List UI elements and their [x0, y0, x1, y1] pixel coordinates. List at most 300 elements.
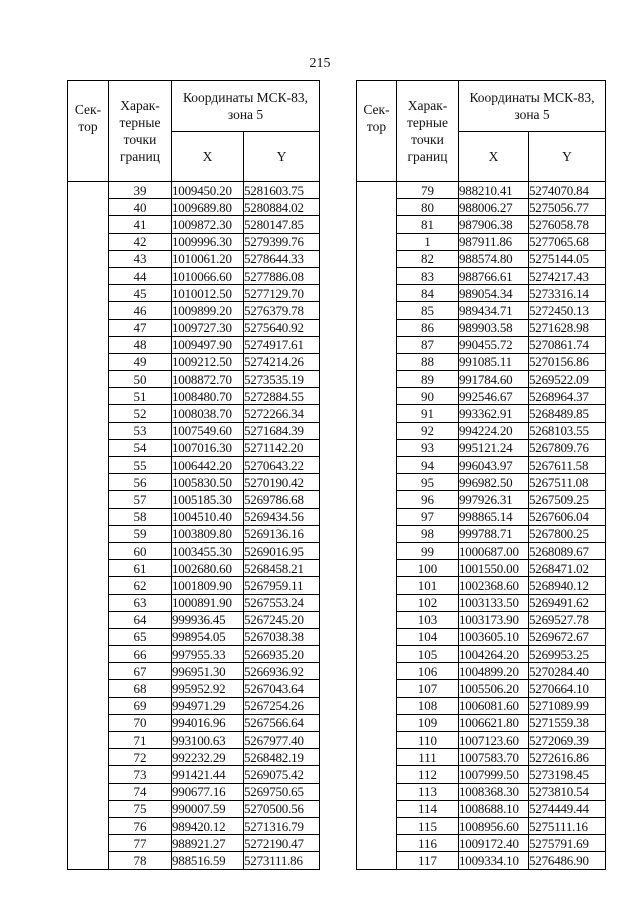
point-number-cell: 59 — [109, 525, 172, 542]
table-row — [357, 714, 606, 731]
sector-cell — [68, 439, 109, 456]
y-coordinate-cell: 5269786.68 — [244, 491, 320, 508]
y-coordinate-cell: 5269075.42 — [244, 766, 320, 783]
y-coordinate-cell: 5272190.47 — [244, 835, 320, 852]
y-coordinate-cell: 5270664.10 — [529, 680, 606, 697]
sector-cell — [357, 732, 397, 749]
sector-cell — [68, 491, 109, 508]
table-row — [357, 250, 606, 267]
x-coordinate-cell: 997926.31 — [459, 491, 529, 508]
point-number-cell: 39 — [109, 182, 172, 199]
table-row — [68, 422, 320, 439]
x-coordinate-cell: 1008368.30 — [459, 783, 529, 800]
point-number-cell: 80 — [397, 199, 459, 216]
sector-cell — [357, 749, 397, 766]
sector-cell — [68, 783, 109, 800]
x-coordinate-cell: 1008688.10 — [459, 800, 529, 817]
y-coordinate-cell: 5274217.43 — [529, 267, 606, 284]
sector-cell — [68, 560, 109, 577]
y-coordinate-cell: 5267038.38 — [244, 628, 320, 645]
point-number-cell: 60 — [109, 542, 172, 559]
sector-cell — [357, 508, 397, 525]
table-row — [68, 577, 320, 594]
table-row — [68, 697, 320, 714]
sector-cell — [357, 525, 397, 542]
header-sector: Сек-тор — [357, 81, 397, 182]
y-coordinate-cell: 5277886.08 — [244, 267, 320, 284]
sector-cell — [357, 817, 397, 834]
y-coordinate-cell: 5269527.78 — [529, 611, 606, 628]
y-coordinate-cell: 5269750.65 — [244, 783, 320, 800]
sector-cell — [357, 422, 397, 439]
table-row — [68, 783, 320, 800]
y-coordinate-cell: 5267254.26 — [244, 697, 320, 714]
point-number-cell: 90 — [397, 388, 459, 405]
x-coordinate-cell: 990677.16 — [172, 783, 244, 800]
table-row — [68, 646, 320, 663]
sector-cell — [357, 336, 397, 353]
point-number-cell: 57 — [109, 491, 172, 508]
table-row — [68, 267, 320, 284]
table-row — [68, 216, 320, 233]
sector-cell — [357, 680, 397, 697]
sector-cell — [68, 800, 109, 817]
x-coordinate-cell: 992232.29 — [172, 749, 244, 766]
table-row — [68, 199, 320, 216]
point-number-cell: 49 — [109, 353, 172, 370]
point-number-cell: 109 — [397, 714, 459, 731]
table-row — [68, 680, 320, 697]
y-coordinate-cell: 5272069.39 — [529, 732, 606, 749]
point-number-cell: 101 — [397, 577, 459, 594]
y-coordinate-cell: 5269491.62 — [529, 594, 606, 611]
sector-cell — [68, 353, 109, 370]
point-number-cell: 54 — [109, 439, 172, 456]
table-row — [357, 680, 606, 697]
point-number-cell: 95 — [397, 474, 459, 491]
table-row — [68, 250, 320, 267]
point-number-cell: 47 — [109, 319, 172, 336]
header-coordinates: Координаты МСК-83, зона 5 — [459, 81, 606, 132]
table-row — [68, 594, 320, 611]
table-row — [357, 285, 606, 302]
x-coordinate-cell: 1010061.20 — [172, 250, 244, 267]
point-number-cell: 83 — [397, 267, 459, 284]
table-row — [357, 474, 606, 491]
sector-cell — [357, 714, 397, 731]
point-number-cell: 73 — [109, 766, 172, 783]
table-row — [357, 611, 606, 628]
sector-cell — [357, 233, 397, 250]
y-coordinate-cell: 5268089.67 — [529, 542, 606, 559]
y-coordinate-cell: 5267566.64 — [244, 714, 320, 731]
x-coordinate-cell: 989903.58 — [459, 319, 529, 336]
sector-cell — [68, 766, 109, 783]
y-coordinate-cell: 5275144.05 — [529, 250, 606, 267]
x-coordinate-cell: 989434.71 — [459, 302, 529, 319]
table-row — [357, 422, 606, 439]
y-coordinate-cell: 5277129.70 — [244, 285, 320, 302]
sector-cell — [357, 457, 397, 474]
sector-cell — [357, 405, 397, 422]
table-row — [68, 336, 320, 353]
sector-cell — [357, 800, 397, 817]
table-row — [357, 457, 606, 474]
x-coordinate-cell: 990455.72 — [459, 336, 529, 353]
table-row — [68, 405, 320, 422]
table-row — [357, 646, 606, 663]
y-coordinate-cell: 5268964.37 — [529, 388, 606, 405]
table-row — [357, 783, 606, 800]
y-coordinate-cell: 5271089.99 — [529, 697, 606, 714]
y-coordinate-cell: 5267511.08 — [529, 474, 606, 491]
point-number-cell: 106 — [397, 663, 459, 680]
point-number-cell: 92 — [397, 422, 459, 439]
x-coordinate-cell: 1010012.50 — [172, 285, 244, 302]
sector-cell — [68, 319, 109, 336]
sector-cell — [357, 250, 397, 267]
y-coordinate-cell: 5268940.12 — [529, 577, 606, 594]
sector-cell — [357, 182, 397, 199]
point-number-cell: 56 — [109, 474, 172, 491]
table-row — [68, 439, 320, 456]
sector-cell — [357, 560, 397, 577]
sector-cell — [68, 216, 109, 233]
y-coordinate-cell: 5272450.13 — [529, 302, 606, 319]
table-row — [68, 817, 320, 834]
x-coordinate-cell: 999936.45 — [172, 611, 244, 628]
point-number-cell: 103 — [397, 611, 459, 628]
header-sector: Сек-тор — [68, 81, 109, 182]
table-row — [357, 749, 606, 766]
point-number-cell: 100 — [397, 560, 459, 577]
table-row — [357, 199, 606, 216]
point-number-cell: 98 — [397, 525, 459, 542]
table-row — [68, 732, 320, 749]
sector-cell — [68, 835, 109, 852]
sector-cell — [357, 628, 397, 645]
sector-cell — [68, 388, 109, 405]
sector-cell — [357, 353, 397, 370]
table-row — [357, 233, 606, 250]
y-coordinate-cell: 5273535.19 — [244, 371, 320, 388]
y-coordinate-cell: 5273810.54 — [529, 783, 606, 800]
point-number-cell: 88 — [397, 353, 459, 370]
x-coordinate-cell: 1004264.20 — [459, 646, 529, 663]
x-coordinate-cell: 1001809.90 — [172, 577, 244, 594]
point-number-cell: 82 — [397, 250, 459, 267]
table-row — [68, 233, 320, 250]
table-row — [357, 371, 606, 388]
table-row — [68, 319, 320, 336]
point-number-cell: 87 — [397, 336, 459, 353]
table-row — [357, 267, 606, 284]
sector-cell — [68, 525, 109, 542]
sector-cell — [68, 199, 109, 216]
point-number-cell: 43 — [109, 250, 172, 267]
sector-cell — [357, 474, 397, 491]
table-row — [68, 800, 320, 817]
table-row — [357, 439, 606, 456]
x-coordinate-cell: 1007999.50 — [459, 766, 529, 783]
table-row — [357, 697, 606, 714]
sector-cell — [68, 611, 109, 628]
table-row — [68, 508, 320, 525]
point-number-cell: 89 — [397, 371, 459, 388]
y-coordinate-cell: 5269016.95 — [244, 542, 320, 559]
point-number-cell: 42 — [109, 233, 172, 250]
table-row — [357, 216, 606, 233]
y-coordinate-cell: 5266936.92 — [244, 663, 320, 680]
point-number-cell: 112 — [397, 766, 459, 783]
x-coordinate-cell: 989054.34 — [459, 285, 529, 302]
x-coordinate-cell: 988921.27 — [172, 835, 244, 852]
table-row — [357, 594, 606, 611]
x-coordinate-cell: 1003455.30 — [172, 542, 244, 559]
y-coordinate-cell: 5268471.02 — [529, 560, 606, 577]
y-coordinate-cell: 5274070.84 — [529, 182, 606, 199]
sector-cell — [68, 508, 109, 525]
sector-cell — [357, 285, 397, 302]
table-row — [68, 835, 320, 852]
y-coordinate-cell: 5268103.55 — [529, 422, 606, 439]
header-y: Y — [529, 131, 606, 182]
point-number-cell: 1 — [397, 233, 459, 250]
sector-cell — [357, 388, 397, 405]
sector-cell — [68, 182, 109, 199]
table-row — [357, 628, 606, 645]
sector-cell — [68, 542, 109, 559]
y-coordinate-cell: 5271142.20 — [244, 439, 320, 456]
coordinates-table-left — [67, 80, 320, 870]
sector-cell — [68, 250, 109, 267]
y-coordinate-cell: 5275111.16 — [529, 817, 606, 834]
x-coordinate-cell: 1008038.70 — [172, 405, 244, 422]
sector-cell — [68, 285, 109, 302]
y-coordinate-cell: 5276058.78 — [529, 216, 606, 233]
x-coordinate-cell: 994971.29 — [172, 697, 244, 714]
sector-cell — [357, 319, 397, 336]
point-number-cell: 78 — [109, 852, 172, 869]
x-coordinate-cell: 1001550.00 — [459, 560, 529, 577]
table-row — [68, 302, 320, 319]
x-coordinate-cell: 1003605.10 — [459, 628, 529, 645]
table-row — [357, 800, 606, 817]
x-coordinate-cell: 1004899.20 — [459, 663, 529, 680]
sector-cell — [357, 199, 397, 216]
sector-cell — [357, 783, 397, 800]
x-coordinate-cell: 1009872.30 — [172, 216, 244, 233]
y-coordinate-cell: 5271316.79 — [244, 817, 320, 834]
point-number-cell: 102 — [397, 594, 459, 611]
point-number-cell: 77 — [109, 835, 172, 852]
table-row — [68, 852, 320, 869]
table-row — [357, 525, 606, 542]
y-coordinate-cell: 5267800.25 — [529, 525, 606, 542]
table-row — [357, 560, 606, 577]
point-number-cell: 69 — [109, 697, 172, 714]
x-coordinate-cell: 990007.59 — [172, 800, 244, 817]
point-number-cell: 110 — [397, 732, 459, 749]
point-number-cell: 108 — [397, 697, 459, 714]
point-number-cell: 53 — [109, 422, 172, 439]
point-number-cell: 70 — [109, 714, 172, 731]
x-coordinate-cell: 988766.61 — [459, 267, 529, 284]
sector-cell — [68, 628, 109, 645]
x-coordinate-cell: 1008872.70 — [172, 371, 244, 388]
table-row — [357, 766, 606, 783]
sector-cell — [68, 817, 109, 834]
point-number-cell: 58 — [109, 508, 172, 525]
x-coordinate-cell: 1009727.30 — [172, 319, 244, 336]
sector-cell — [357, 491, 397, 508]
table-row — [68, 628, 320, 645]
table-row — [68, 388, 320, 405]
x-coordinate-cell: 1009689.80 — [172, 199, 244, 216]
y-coordinate-cell: 5268482.19 — [244, 749, 320, 766]
x-coordinate-cell: 1002368.60 — [459, 577, 529, 594]
point-number-cell: 51 — [109, 388, 172, 405]
x-coordinate-cell: 1005506.20 — [459, 680, 529, 697]
table-row — [68, 525, 320, 542]
x-coordinate-cell: 997955.33 — [172, 646, 244, 663]
header-y: Y — [244, 131, 320, 182]
point-number-cell: 52 — [109, 405, 172, 422]
table-row — [68, 749, 320, 766]
y-coordinate-cell: 5270190.42 — [244, 474, 320, 491]
x-coordinate-cell: 1007549.60 — [172, 422, 244, 439]
point-number-cell: 71 — [109, 732, 172, 749]
point-number-cell: 64 — [109, 611, 172, 628]
y-coordinate-cell: 5267245.20 — [244, 611, 320, 628]
table-row — [68, 714, 320, 731]
y-coordinate-cell: 5273111.86 — [244, 852, 320, 869]
sector-cell — [68, 474, 109, 491]
y-coordinate-cell: 5273198.45 — [529, 766, 606, 783]
point-number-cell: 63 — [109, 594, 172, 611]
sector-cell — [357, 663, 397, 680]
sector-cell — [68, 594, 109, 611]
x-coordinate-cell: 994016.96 — [172, 714, 244, 731]
table-row — [357, 319, 606, 336]
sector-cell — [68, 371, 109, 388]
point-number-cell: 45 — [109, 285, 172, 302]
header-boundary-points: Харак-терные точки границ — [109, 81, 172, 182]
y-coordinate-cell: 5270284.40 — [529, 663, 606, 680]
sector-cell — [68, 697, 109, 714]
y-coordinate-cell: 5276486.90 — [529, 852, 606, 869]
table-row — [68, 474, 320, 491]
y-coordinate-cell: 5269136.16 — [244, 525, 320, 542]
x-coordinate-cell: 994224.20 — [459, 422, 529, 439]
sector-cell — [68, 267, 109, 284]
point-number-cell: 66 — [109, 646, 172, 663]
table-row — [68, 560, 320, 577]
point-number-cell: 84 — [397, 285, 459, 302]
x-coordinate-cell: 991784.60 — [459, 371, 529, 388]
sector-cell — [68, 577, 109, 594]
point-number-cell: 61 — [109, 560, 172, 577]
sector-cell — [68, 663, 109, 680]
coordinates-table-right — [356, 80, 606, 870]
y-coordinate-cell: 5266935.20 — [244, 646, 320, 663]
sector-cell — [357, 439, 397, 456]
point-number-cell: 86 — [397, 319, 459, 336]
table-row — [357, 732, 606, 749]
x-coordinate-cell: 1010066.60 — [172, 267, 244, 284]
y-coordinate-cell: 5271559.38 — [529, 714, 606, 731]
y-coordinate-cell: 5271628.98 — [529, 319, 606, 336]
y-coordinate-cell: 5276379.78 — [244, 302, 320, 319]
sector-cell — [68, 646, 109, 663]
header-x: X — [459, 131, 529, 182]
point-number-cell: 40 — [109, 199, 172, 216]
x-coordinate-cell: 1004510.40 — [172, 508, 244, 525]
point-number-cell: 50 — [109, 371, 172, 388]
table-row — [357, 405, 606, 422]
y-coordinate-cell: 5267959.11 — [244, 577, 320, 594]
y-coordinate-cell: 5270500.56 — [244, 800, 320, 817]
point-number-cell: 75 — [109, 800, 172, 817]
table-row — [68, 611, 320, 628]
x-coordinate-cell: 992546.67 — [459, 388, 529, 405]
x-coordinate-cell: 1005830.50 — [172, 474, 244, 491]
x-coordinate-cell: 996043.97 — [459, 457, 529, 474]
x-coordinate-cell: 988210.41 — [459, 182, 529, 199]
x-coordinate-cell: 995952.92 — [172, 680, 244, 697]
point-number-cell: 104 — [397, 628, 459, 645]
y-coordinate-cell: 5270643.22 — [244, 457, 320, 474]
sector-cell — [68, 422, 109, 439]
y-coordinate-cell: 5278644.33 — [244, 250, 320, 267]
y-coordinate-cell: 5267043.64 — [244, 680, 320, 697]
sector-cell — [357, 577, 397, 594]
sector-cell — [357, 766, 397, 783]
sector-cell — [68, 852, 109, 869]
sector-cell — [357, 371, 397, 388]
y-coordinate-cell: 5280884.02 — [244, 199, 320, 216]
y-coordinate-cell: 5275056.77 — [529, 199, 606, 216]
table-body-right — [357, 182, 606, 870]
table-row — [357, 491, 606, 508]
y-coordinate-cell: 5267977.40 — [244, 732, 320, 749]
header-boundary-points: Харак-терные точки границ — [397, 81, 459, 182]
x-coordinate-cell: 1000891.90 — [172, 594, 244, 611]
table-row — [68, 491, 320, 508]
point-number-cell: 65 — [109, 628, 172, 645]
table-row — [357, 852, 606, 869]
point-number-cell: 62 — [109, 577, 172, 594]
y-coordinate-cell: 5279399.76 — [244, 233, 320, 250]
y-coordinate-cell: 5272616.86 — [529, 749, 606, 766]
table-row — [68, 182, 320, 199]
point-number-cell: 113 — [397, 783, 459, 800]
y-coordinate-cell: 5267553.24 — [244, 594, 320, 611]
x-coordinate-cell: 1008956.60 — [459, 817, 529, 834]
x-coordinate-cell: 996951.30 — [172, 663, 244, 680]
sector-cell — [357, 267, 397, 284]
point-number-cell: 107 — [397, 680, 459, 697]
sector-cell — [357, 852, 397, 869]
y-coordinate-cell: 5267809.76 — [529, 439, 606, 456]
sector-cell — [357, 697, 397, 714]
table-body-left — [68, 182, 320, 870]
point-number-cell: 94 — [397, 457, 459, 474]
x-coordinate-cell: 999788.71 — [459, 525, 529, 542]
x-coordinate-cell: 1003133.50 — [459, 594, 529, 611]
y-coordinate-cell: 5268458.21 — [244, 560, 320, 577]
y-coordinate-cell: 5270156.86 — [529, 353, 606, 370]
